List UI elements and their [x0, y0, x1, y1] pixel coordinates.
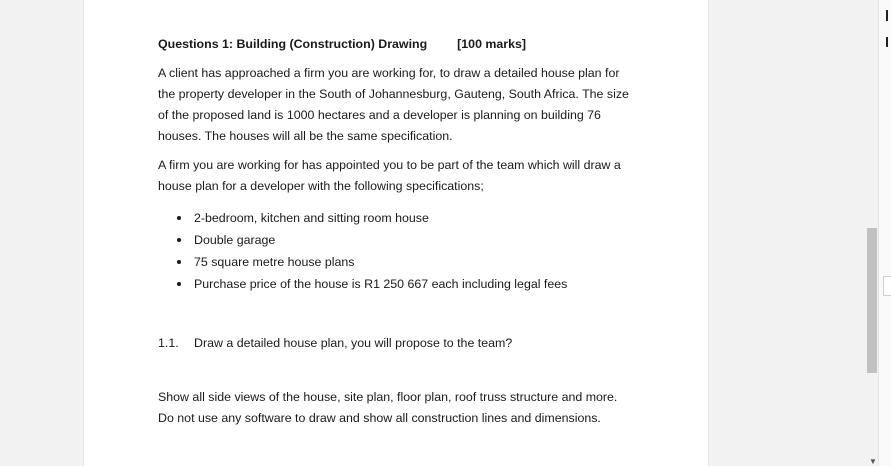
question-number: 1.1.: [158, 336, 179, 350]
question-title: Questions 1: Building (Construction) Drawing: [158, 37, 428, 51]
bullet-icon: [177, 282, 181, 286]
panel-edge-mark: [886, 37, 888, 47]
list-item: [158, 229, 636, 251]
question-1-1: [158, 333, 636, 354]
panel-edge-tab[interactable]: [883, 276, 891, 296]
bullet-icon: [177, 216, 181, 220]
document-page: [84, 0, 708, 466]
specification-list: [158, 207, 636, 295]
panel-edge-mark: [886, 10, 888, 21]
list-item: [158, 273, 636, 295]
document-content: [158, 34, 636, 441]
question-heading: [158, 34, 636, 55]
intro-paragraph: A client has approached a firm you are working for, to draw a detailed house plan for the property developer in the South of Johannesburg, Gauteng, South Africa. The size of the proposed land is 1000 hectares and a developer is planning on building 76 houses. The houses will all be the same specification.: [158, 66, 629, 143]
bullet-icon: [177, 238, 181, 242]
scrollbar-thumb[interactable]: [867, 228, 877, 373]
question-text: Draw a detailed house plan, you will propose to the team?: [194, 336, 513, 350]
list-item: [158, 251, 636, 273]
chevron-down-icon[interactable]: ▼: [869, 457, 877, 466]
list-item: [158, 207, 636, 229]
list-item-text: Purchase price of the house is R1 250 667 each including legal fees: [194, 277, 568, 291]
list-item-text: Double garage: [194, 233, 276, 247]
list-item-text: 2-bedroom, kitchen and sitting room house: [194, 211, 429, 225]
list-item-text: 75 square metre house plans: [194, 255, 355, 269]
instruction-paragraph: Show all side views of the house, site plan, floor plan, roof truss structure and more. Do not use any software to draw and show all construction lines and dimensions.: [158, 390, 618, 425]
specification-paragraph: A firm you are working for has appointed you to be part of the team which will draw a house plan for a developer with the following specifications;: [158, 158, 621, 193]
question-marks: [100 marks]: [457, 37, 527, 51]
side-panel-edge: [878, 0, 891, 466]
bullet-icon: [177, 260, 181, 264]
